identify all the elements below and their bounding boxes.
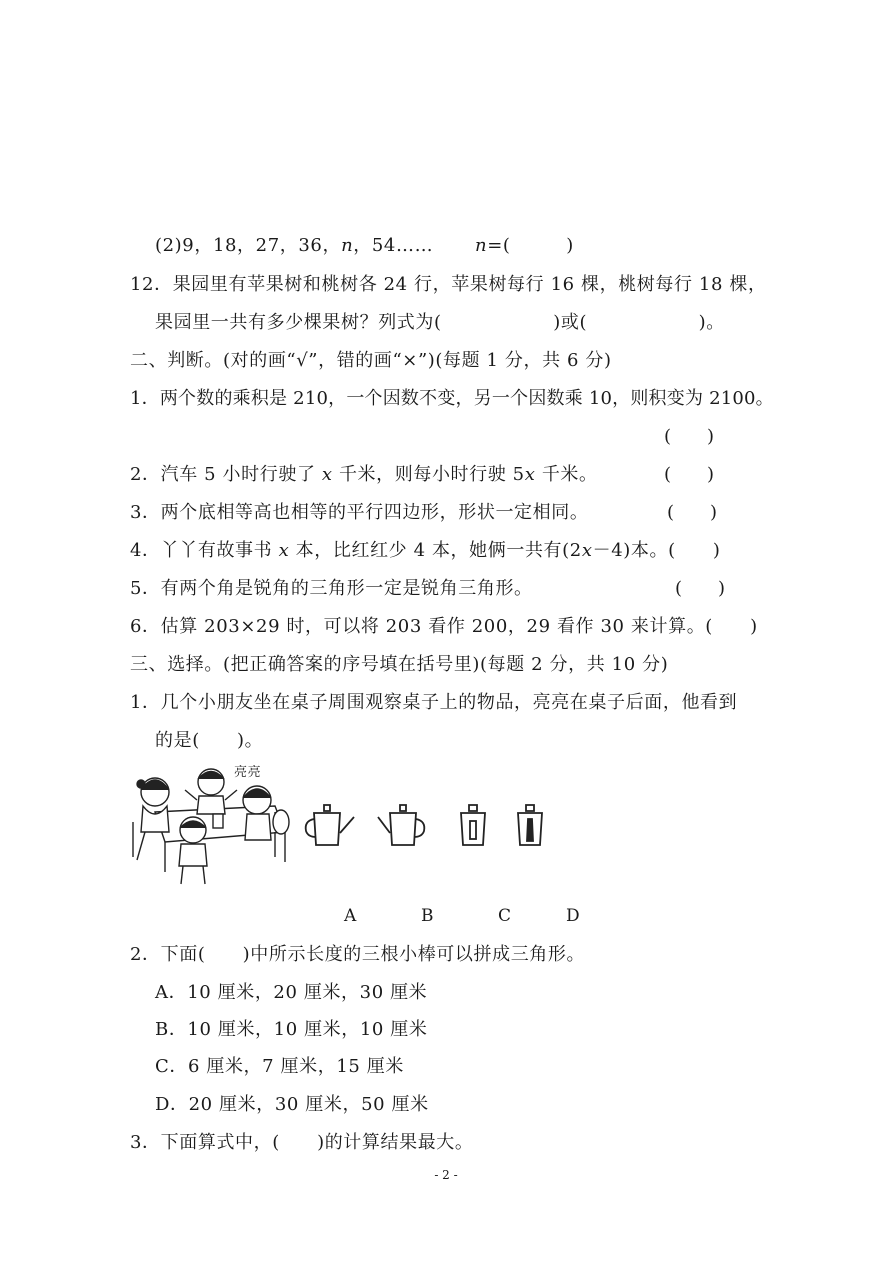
choice-q1-line1: 1．几个小朋友坐在桌子周围观察桌子上的物品，亮亮在桌子后面，他看到 xyxy=(130,692,738,713)
judge-q5-paren: ( ) xyxy=(675,578,726,599)
judge-q4-text: －4)本。( ) xyxy=(592,540,721,561)
option-d-label: D xyxy=(566,906,580,926)
answer-blank: =( ) xyxy=(487,235,574,256)
choice-q2: 2．下面( )中所示长度的三根小棒可以拼成三角形。 xyxy=(130,944,586,965)
choice-q1-line2: 的是( )。 xyxy=(155,730,264,751)
judge-q3-paren: ( ) xyxy=(667,502,718,523)
choice-q3: 3．下面算式中，( )的计算结果最大。 xyxy=(130,1132,474,1153)
option-a-kettle xyxy=(300,803,356,853)
variable-x: x xyxy=(278,540,290,561)
option-c-kettle xyxy=(455,803,491,853)
variable-x: x xyxy=(321,464,333,485)
page-number: - 2 - xyxy=(434,1168,458,1182)
variable-n: n xyxy=(341,235,354,256)
kettle-side-mirrored-icon xyxy=(376,803,432,849)
judge-q1-paren: ( ) xyxy=(664,426,715,447)
judge-q3: 3．两个底相等高也相等的平行四边形，形状一定相同。 xyxy=(130,502,589,523)
section3-heading: 三、选择。(把正确答案的序号填在括号里)(每题 2 分，共 10 分) xyxy=(130,654,669,675)
variable-n: n xyxy=(475,235,488,256)
judge-q4 xyxy=(130,539,721,563)
children-table-illustration xyxy=(125,762,295,896)
judge-q2-text: 2．汽车 5 小时行驶了 xyxy=(130,464,322,485)
judge-q2-text: 千米。 xyxy=(535,464,598,485)
kettle-side-icon xyxy=(300,803,356,849)
judge-q6: 6．估算 203×29 时，可以将 203 看作 200，29 看作 30 来计算。( ) xyxy=(130,616,758,637)
kettle-front-icon xyxy=(455,803,491,849)
option-c-label: C xyxy=(498,906,512,926)
choice-q2-option-a: A．10 厘米，20 厘米，30 厘米 xyxy=(155,982,428,1003)
variable-x: x xyxy=(524,464,536,485)
sequence-question xyxy=(155,234,433,258)
option-b-label: B xyxy=(421,906,434,926)
q12-line1: 12．果园里有苹果树和桃树各 24 行，苹果树每行 16 棵，桃树每行 18 棵， xyxy=(130,274,767,295)
judge-q1: 1．两个数的乘积是 210，一个因数不变，另一个因数乘 10，则积变为 2100。 xyxy=(130,388,774,409)
option-b-kettle xyxy=(376,803,432,853)
option-d-kettle xyxy=(512,803,548,853)
liangliang-label: 亮亮 xyxy=(234,765,262,780)
q12-line2: 果园里一共有多少棵果树？列式为( )或( )。 xyxy=(155,312,725,333)
kettle-back-icon xyxy=(512,803,548,849)
children-table-drawing xyxy=(125,762,295,892)
choice-q2-option-d: D．20 厘米，30 厘米，50 厘米 xyxy=(155,1094,429,1115)
judge-q4-text: 本，比红红少 4 本，她俩一共有(2 xyxy=(289,540,582,561)
judge-q4-text: 4．丫丫有故事书 xyxy=(130,540,279,561)
judge-q2-paren: ( ) xyxy=(664,464,715,485)
judge-q2 xyxy=(130,463,598,487)
sequence-answer xyxy=(475,234,574,258)
variable-x: x xyxy=(581,540,593,561)
judge-q5: 5．有两个角是锐角的三角形一定是锐角三角形。 xyxy=(130,578,533,599)
choice-q2-option-c: C．6 厘米，7 厘米，15 厘米 xyxy=(155,1056,404,1077)
sequence-tail: ，54…… xyxy=(353,235,434,256)
option-a-label: A xyxy=(344,906,357,926)
section2-heading: 二、判断。(对的画“√”，错的画“×”)(每题 1 分，共 6 分) xyxy=(130,350,612,371)
judge-q2-text: 千米，则每小时行驶 5 xyxy=(332,464,525,485)
choice-q2-option-b: B．10 厘米，10 厘米，10 厘米 xyxy=(155,1019,428,1040)
sequence-text: (2)9，18，27，36， xyxy=(155,235,342,256)
